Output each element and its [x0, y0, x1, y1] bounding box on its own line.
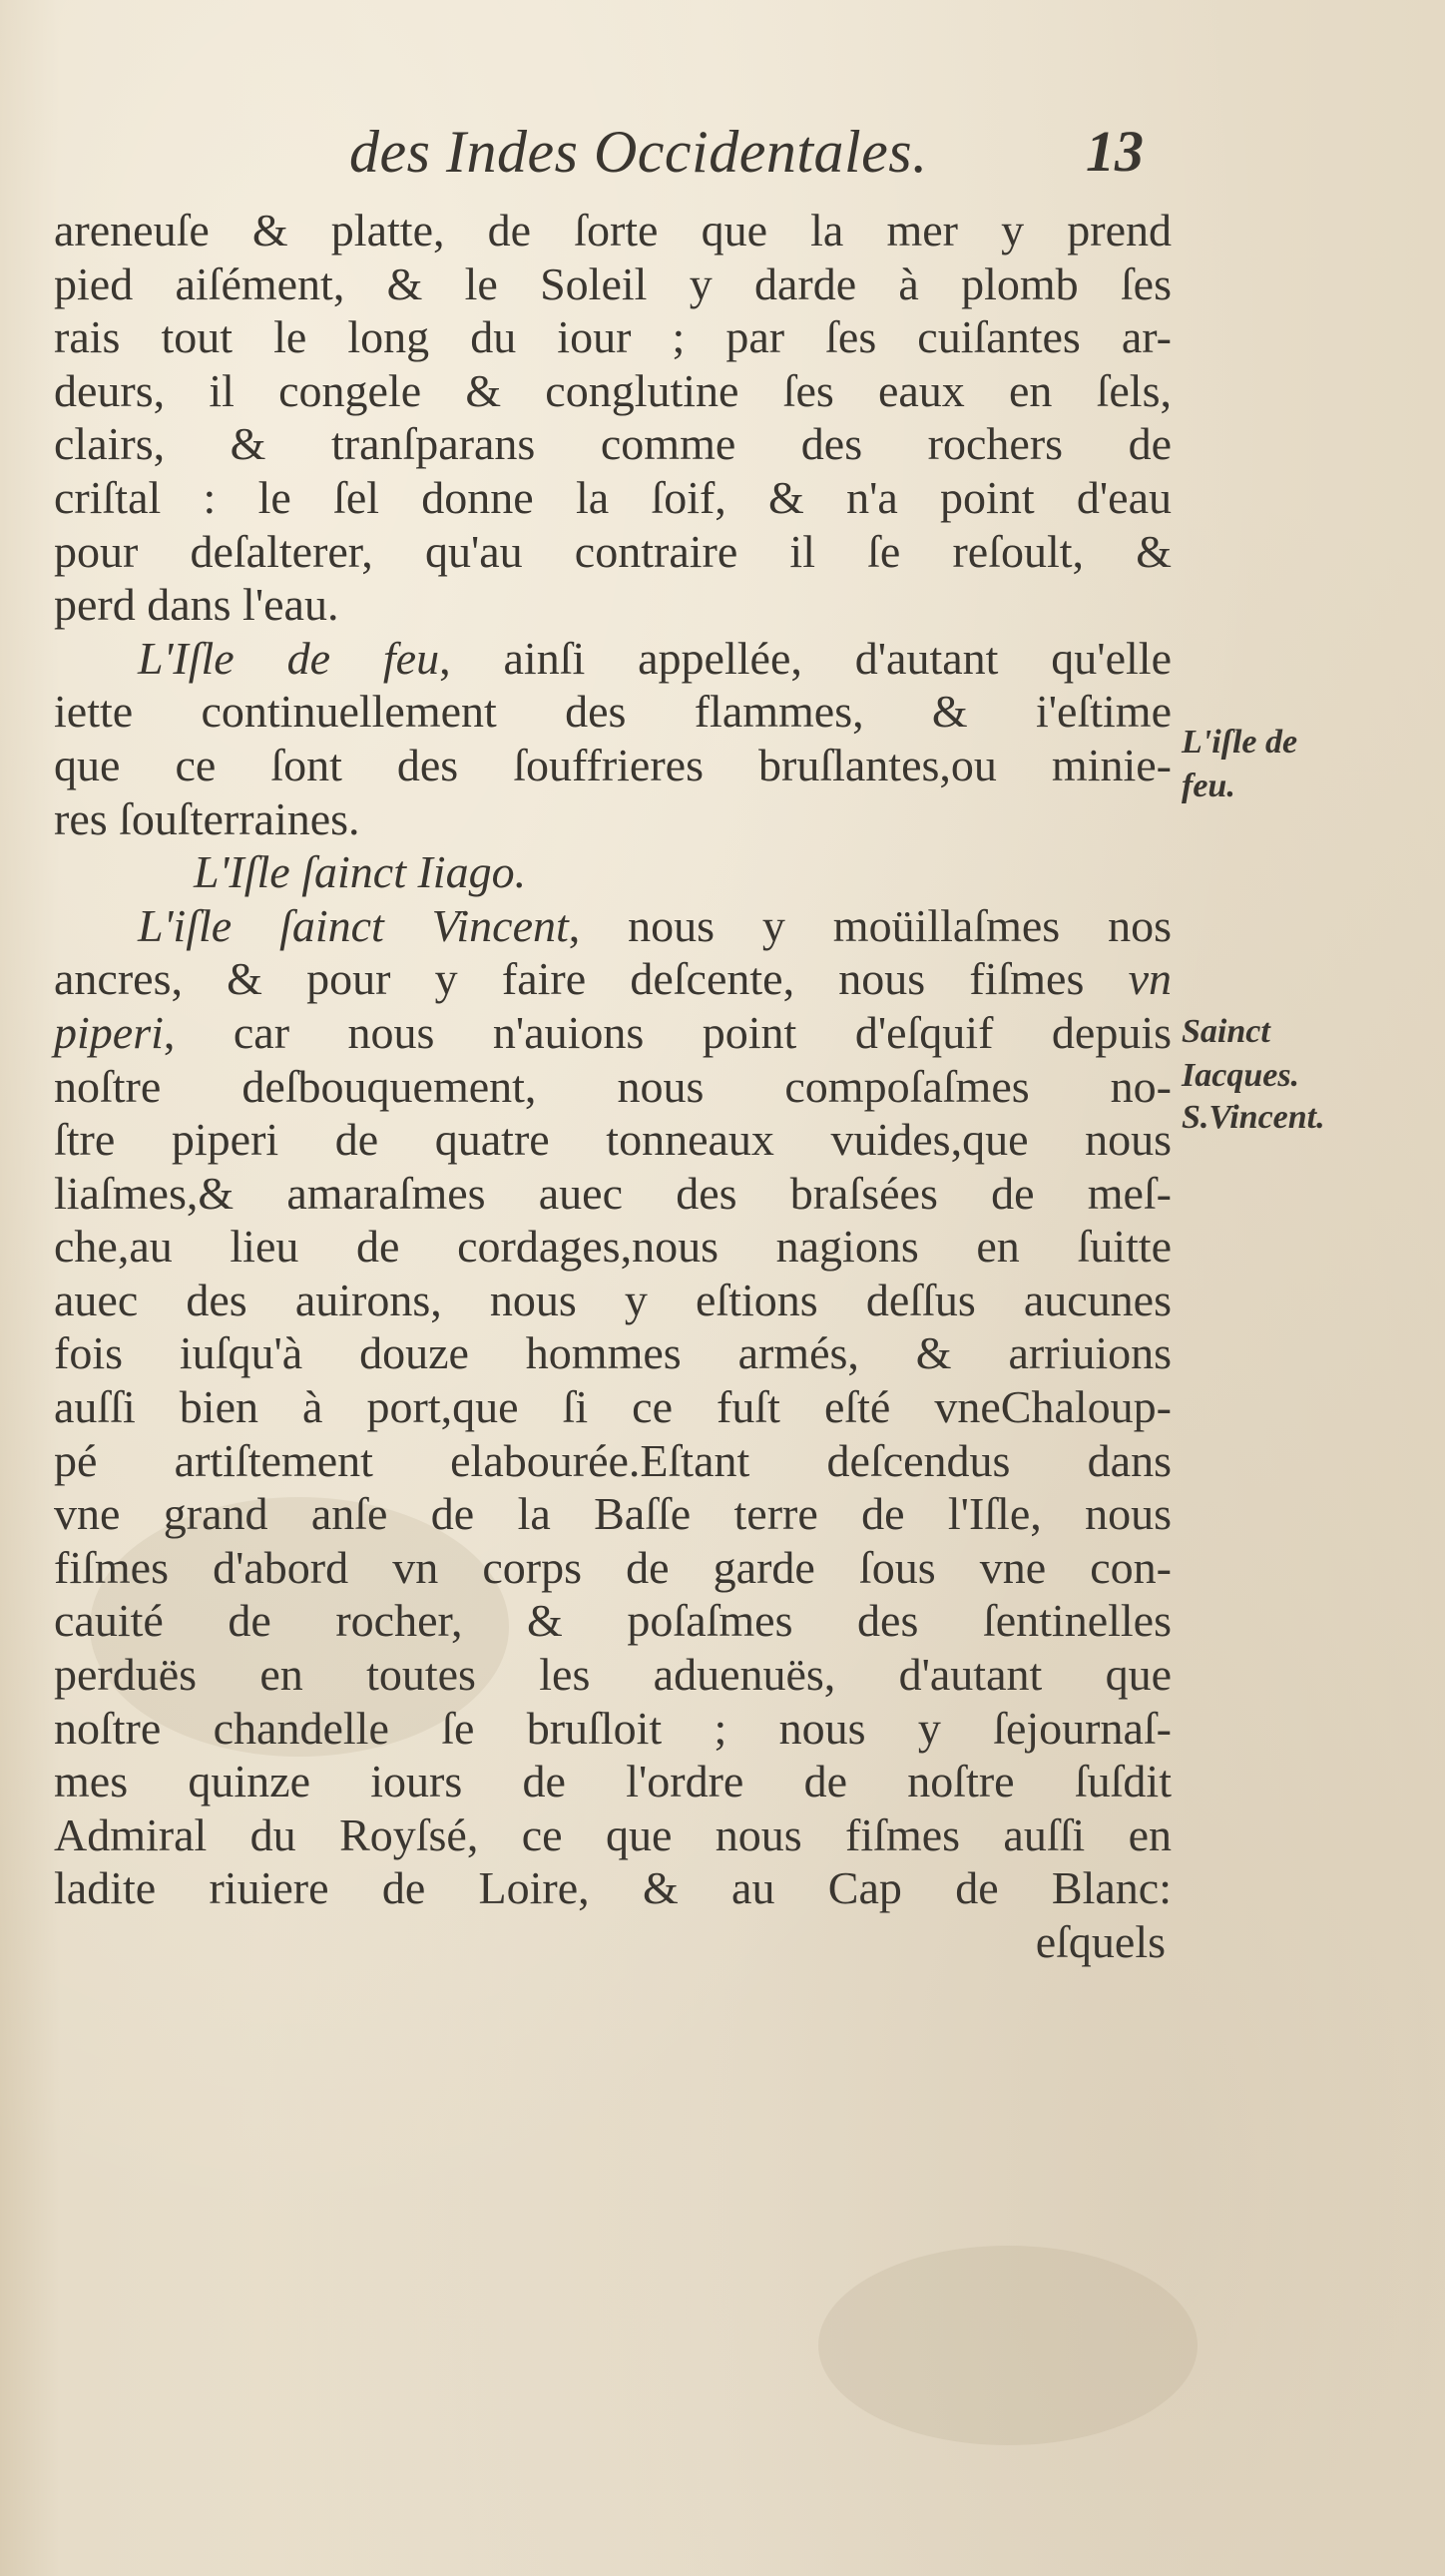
- text-block: [54, 204, 1172, 1969]
- text-line: [54, 685, 1172, 739]
- text-run: perd dans l'eau.: [54, 579, 339, 631]
- catchword: [54, 1915, 1172, 1969]
- text-run: pied aiſément, & le Soleil y darde à plomb ſes: [54, 258, 1172, 309]
- text-line: [54, 578, 1172, 632]
- text-line: [54, 364, 1172, 418]
- text-line: [54, 1594, 1172, 1648]
- text-line: [54, 1541, 1172, 1595]
- text-run: criſtal : le ſel donne la ſoif, & n'a point d'eau: [54, 471, 1172, 523]
- paper-stain: [818, 2246, 1198, 2445]
- text-line: [54, 1113, 1172, 1167]
- marginal-note-saint-jacques: [1182, 1010, 1445, 1098]
- text-line: [54, 632, 1172, 686]
- marginal-note-line: S.Vincent.: [1182, 1099, 1325, 1136]
- text-run: pé artiſtement elabourée.Eſtant deſcendus dans: [54, 1434, 1172, 1486]
- text-line: [54, 471, 1172, 525]
- text-run: noſtre deſbouquement, nous compoſaſmes no-: [54, 1060, 1172, 1112]
- text-line: [54, 1755, 1172, 1808]
- text-run: noſtre chandelle ſe bruſloit ; nous y ſejournaſ-: [54, 1702, 1172, 1754]
- text-run: liaſmes,& amaraſmes auec des braſsées de meſ-: [54, 1167, 1172, 1219]
- text-line: [54, 1702, 1172, 1756]
- text-run: che,au lieu de cordages,nous nagions en ſuitte: [54, 1221, 1172, 1273]
- text-run: perduës en toutes les aduenuës, d'autant que: [54, 1649, 1172, 1701]
- text-run: areneuſe & platte, de ſorte que la mer y prend: [54, 205, 1172, 256]
- text-run: fiſmes d'abord vn corps de garde ſous vne con-: [54, 1541, 1172, 1593]
- text-line: [54, 952, 1172, 1006]
- page-header: [0, 118, 1445, 208]
- text-run: , ainſi appellée, d'autant qu'elle: [439, 632, 1172, 684]
- text-run: eſquels: [1035, 1916, 1166, 1967]
- text-line: [54, 310, 1172, 364]
- text-line: [54, 417, 1172, 471]
- marginal-note-line: feu.: [1182, 768, 1235, 804]
- italic-text: L'Iſle ſainct Iiago.: [194, 846, 527, 898]
- page-number: 13: [1086, 119, 1144, 184]
- marginal-note-line: L'iſle de: [1182, 724, 1298, 761]
- text-run: rais tout le long du iour ; par ſes cuiſantes ar-: [54, 311, 1172, 363]
- text-line: [54, 1487, 1172, 1541]
- text-line: [54, 1167, 1172, 1221]
- marginal-note-line: Iacques.: [1182, 1057, 1300, 1094]
- text-run: ancres, & pour y faire deſcente, nous fiſmes: [54, 953, 1129, 1005]
- text-run: mes quinze iours de l'ordre de noſtre ſuſdit: [54, 1756, 1172, 1807]
- italic-text: L'iſle ſainct Vincent: [138, 899, 569, 951]
- text-run: que ce ſont des ſouffrieres bruſlantes,ou minie-: [54, 739, 1172, 790]
- marginal-note-line: Sainct: [1182, 1013, 1270, 1050]
- text-line: [54, 204, 1172, 258]
- text-run: fois iuſqu'à douze hommes armés, & arriuions: [54, 1327, 1172, 1379]
- text-line: [54, 739, 1172, 792]
- text-run: res ſouſterraines.: [54, 792, 360, 844]
- text-line: [54, 792, 1172, 846]
- text-line: [54, 1274, 1172, 1327]
- section-heading: [54, 845, 1172, 899]
- text-line: [54, 899, 1172, 953]
- text-line: [54, 1434, 1172, 1488]
- text-run: deurs, il congele & conglutine ſes eaux en ſels,: [54, 364, 1172, 416]
- text-run: pour deſalterer, qu'au contraire il ſe reſoult, &: [54, 525, 1172, 577]
- text-line: [54, 1326, 1172, 1380]
- text-run: Admiral du Royſsé, ce que nous fiſmes auſſi en: [54, 1808, 1172, 1860]
- text-run: ladite riuiere de Loire, & au Cap de Blanc:: [54, 1862, 1172, 1914]
- text-line: [54, 1648, 1172, 1702]
- marginal-note-saint-vincent: [1182, 1096, 1445, 1140]
- text-line: [54, 1220, 1172, 1274]
- italic-text: L'Iſle de feu: [138, 632, 440, 684]
- text-line: [54, 1380, 1172, 1434]
- text-run: cauité de rocher, & poſaſmes des ſentinelles: [54, 1595, 1172, 1647]
- text-run: , nous y moüillaſmes nos: [568, 899, 1172, 951]
- marginal-note-isle-de-feu: [1182, 721, 1445, 808]
- text-line: [54, 1861, 1172, 1915]
- text-run: clairs, & tranſparans comme des rochers de: [54, 418, 1172, 470]
- text-line: [54, 525, 1172, 579]
- text-run: iette continuellement des flammes, & i'eſtime: [54, 686, 1172, 738]
- text-run: auſſi bien à port,que ſi ce fuſt eſté vneChaloup-: [54, 1381, 1172, 1433]
- text-run: auec des auirons, nous y eſtions deſſus aucunes: [54, 1274, 1172, 1325]
- italic-text: vn: [1128, 953, 1172, 1005]
- running-title: des Indes Occidentales.: [349, 119, 928, 185]
- text-line: [54, 1808, 1172, 1862]
- text-line: [54, 258, 1172, 311]
- text-run: ſtre piperi de quatre tonneaux vuides,que nous: [54, 1114, 1172, 1166]
- text-line: [54, 1006, 1172, 1060]
- italic-text: piperi: [54, 1006, 164, 1058]
- text-run: vne grand anſe de la Baſſe terre de l'Iſle, nous: [54, 1488, 1172, 1540]
- text-line: [54, 1060, 1172, 1114]
- text-run: , car nous n'auions point d'eſquif depuis: [163, 1006, 1172, 1058]
